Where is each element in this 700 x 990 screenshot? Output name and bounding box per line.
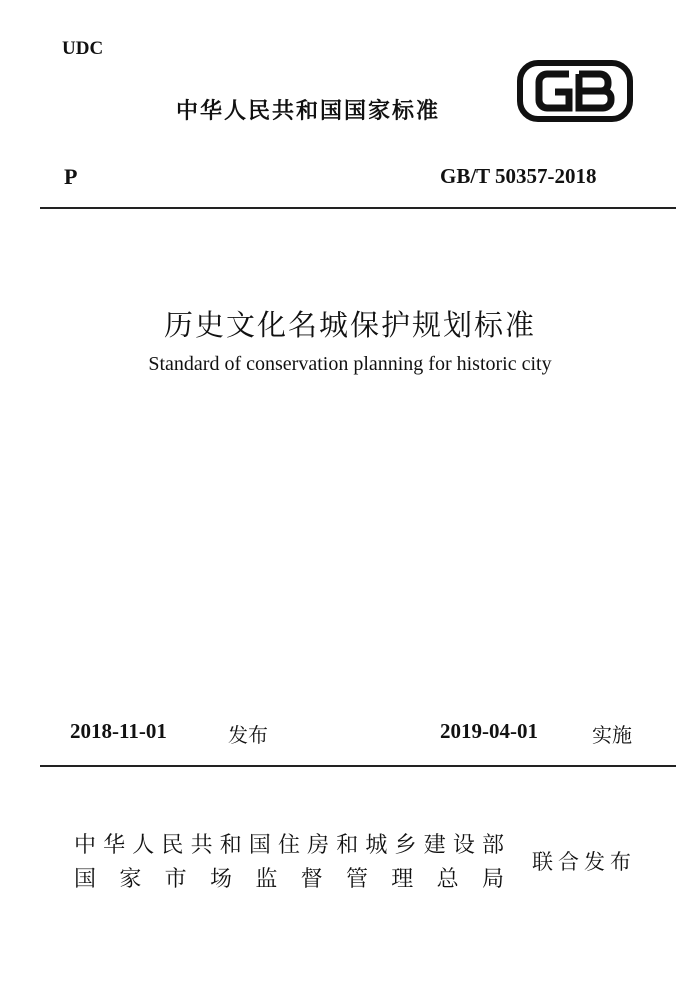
effective-label: 实施	[592, 723, 632, 747]
issuer-char: 住	[277, 833, 300, 858]
issuer-char: 总	[436, 867, 459, 892]
issuer-line-1	[74, 828, 504, 859]
issuer-char: 华	[103, 833, 126, 858]
title-chinese: 历史文化名城保护规划标准	[163, 308, 536, 342]
issuer-char: 民	[161, 833, 184, 858]
issuer-char: 房	[307, 833, 330, 858]
title-english: Standard of conservation planning for historic city	[148, 353, 552, 375]
classification-code: P	[64, 164, 78, 189]
header-divider	[40, 207, 676, 209]
issuer-char: 城	[365, 833, 388, 858]
effective-date: 2019-04-01	[440, 719, 538, 743]
issuer-char: 局	[481, 867, 504, 892]
issuer-char: 共	[190, 833, 213, 858]
national-standard-label: 中华人民共和国国家标准	[176, 99, 441, 124]
issuer-char: 家	[119, 867, 142, 892]
udc-label: UDC	[62, 38, 104, 59]
standard-number: GB/T 50357-2018	[440, 164, 597, 188]
footer-divider	[40, 765, 676, 767]
issue-label: 发布	[228, 723, 268, 747]
joint-issue-label: 联合发布	[532, 850, 636, 874]
issuer-char: 人	[132, 833, 155, 858]
issuer-char: 乡	[394, 833, 417, 858]
issuer-char: 中	[74, 833, 97, 858]
issuer-char: 和	[336, 833, 359, 858]
issuer-char: 理	[391, 867, 414, 892]
issuer-line-2	[74, 862, 504, 893]
gb-logo-icon	[517, 60, 633, 122]
issuer-char: 监	[255, 867, 278, 892]
issuer-char: 部	[481, 833, 504, 858]
issue-date: 2018-11-01	[70, 719, 167, 743]
issuer-char: 国	[74, 867, 97, 892]
issuer-char: 场	[209, 867, 232, 892]
issuer-char: 设	[452, 833, 475, 858]
issuer-char: 市	[164, 867, 187, 892]
issuer-char: 和	[219, 833, 242, 858]
issuer-char: 督	[300, 867, 323, 892]
issuer-char: 国	[248, 833, 271, 858]
issuer-char: 建	[423, 833, 446, 858]
issuer-char: 管	[345, 867, 368, 892]
